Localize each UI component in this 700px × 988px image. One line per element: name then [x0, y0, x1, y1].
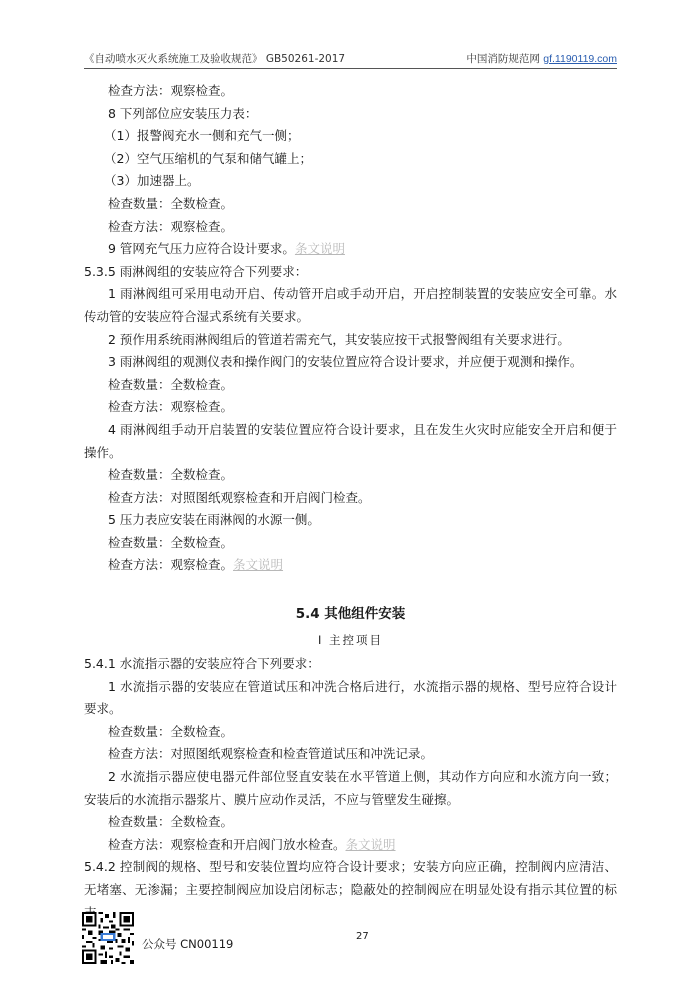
paragraph-text: 检查方法：观察检查和开启阀门放水检查。 — [108, 836, 346, 852]
paragraph-text: 9 管网充气压力应符合设计要求。 — [108, 241, 295, 257]
paragraph: 检查方法：观察检查。 — [108, 83, 234, 98]
paragraph: （1）报警阀充水一侧和充气一侧； — [104, 128, 300, 144]
paragraph — [84, 554, 617, 577]
paragraph: 检查方法：观察检查。 — [108, 399, 234, 415]
clause-explanation-link[interactable]: 条文说明 — [345, 836, 396, 852]
paragraph-text: 检查方法：观察检查。 — [108, 557, 234, 573]
paragraph: 2 水流指示器应使电器元件部位竖直安装在水平管道上侧，其动作方向应和水流方向一致；安装后的水流指示器浆片、膜片应动作灵活，不应与管壁发生碰擦。 — [84, 769, 617, 807]
paragraph: 1 水流指示器的安装应在管道试压和冲洗合格后进行，水流指示器的规格、型号应符合设计要求。 — [84, 678, 617, 717]
subsection-title: I 主控项目 — [317, 633, 384, 648]
paragraph: 检查数量：全数检查。 — [108, 195, 234, 211]
paragraph — [84, 238, 617, 261]
paragraph: 4 雨淋阀组手动开启装置的安装位置应符合设计要求，且在发生火灾时应能安全开启和便于操作。 — [84, 421, 617, 460]
header-title: 《自动喷水灭火系统施工及验收规范》 GB50261-2017 — [84, 53, 346, 65]
paragraph: 检查数量：全数检查。 — [108, 467, 234, 483]
paragraph: （2）空气压缩机的气泵和储气罐上； — [104, 150, 312, 166]
paragraph: 2 预作用系统雨淋阀组后的管道若需充气，其安装应按干式报警阀组有关要求进行。 — [108, 331, 570, 347]
wechat-account-label: 公众号 CN00119 — [142, 937, 234, 951]
paragraph: 检查数量：全数检查。 — [108, 814, 234, 830]
page-number: 27 — [356, 931, 369, 942]
header-site — [466, 51, 617, 66]
paragraph: （3）加速器上。 — [104, 173, 200, 189]
clause-heading: 5.4.1 水流指示器的安装应符合下列要求： — [84, 656, 320, 672]
header-site-link[interactable]: gf.1190119.com — [543, 53, 617, 65]
paragraph: 检查方法：对照图纸观察检查和开启阀门检查。 — [108, 489, 371, 505]
section-title: 5.4 其他组件安装 — [295, 606, 406, 623]
paragraph — [84, 834, 617, 857]
clause-heading: 5.4.2 控制阀的规格、型号和安装位置均应符合设计要求；安装方向应正确，控制阀内应清洁、无堵塞、无渗漏；主要控制阀应加设启闭标志；隐蔽处的控制阀应在明显处设有指示其位置的标 — [84, 859, 617, 897]
paragraph: 5 压力表应安装在雨淋阀的水源一侧。 — [108, 512, 320, 528]
qr-code-icon — [82, 912, 134, 964]
paragraph: 检查数量：全数检查。 — [108, 376, 234, 392]
paragraph: 检查方法：对照图纸观察检查和检查管道试压和冲洗记录。 — [108, 746, 434, 762]
paragraph: 检查数量：全数检查。 — [108, 534, 234, 550]
clause-explanation-link[interactable]: 条文说明 — [233, 557, 284, 573]
page-body — [84, 80, 617, 924]
header-site-name: 中国消防规范网 — [466, 53, 540, 65]
clause-explanation-link[interactable]: 条文说明 — [294, 241, 345, 257]
paragraph: 1 雨淋阀组可采用电动开启、传动管开启或手动开启，开启控制装置的安装应安全可靠。水传动管的安装应符合湿式系统有关要求。 — [84, 286, 617, 324]
paragraph: 8 下列部位应安装压力表： — [108, 105, 258, 121]
paragraph: 检查方法：观察检查。 — [108, 218, 234, 234]
paragraph: 检查数量：全数检查。 — [108, 723, 234, 739]
page-header — [84, 50, 617, 69]
paragraph: 3 雨淋阀组的观测仪表和操作阀门的安装位置应符合设计要求，并应便于观测和操作。 — [108, 354, 583, 370]
clause-heading: 5.3.5 雨淋阀组的安装应符合下列要求： — [84, 263, 308, 279]
